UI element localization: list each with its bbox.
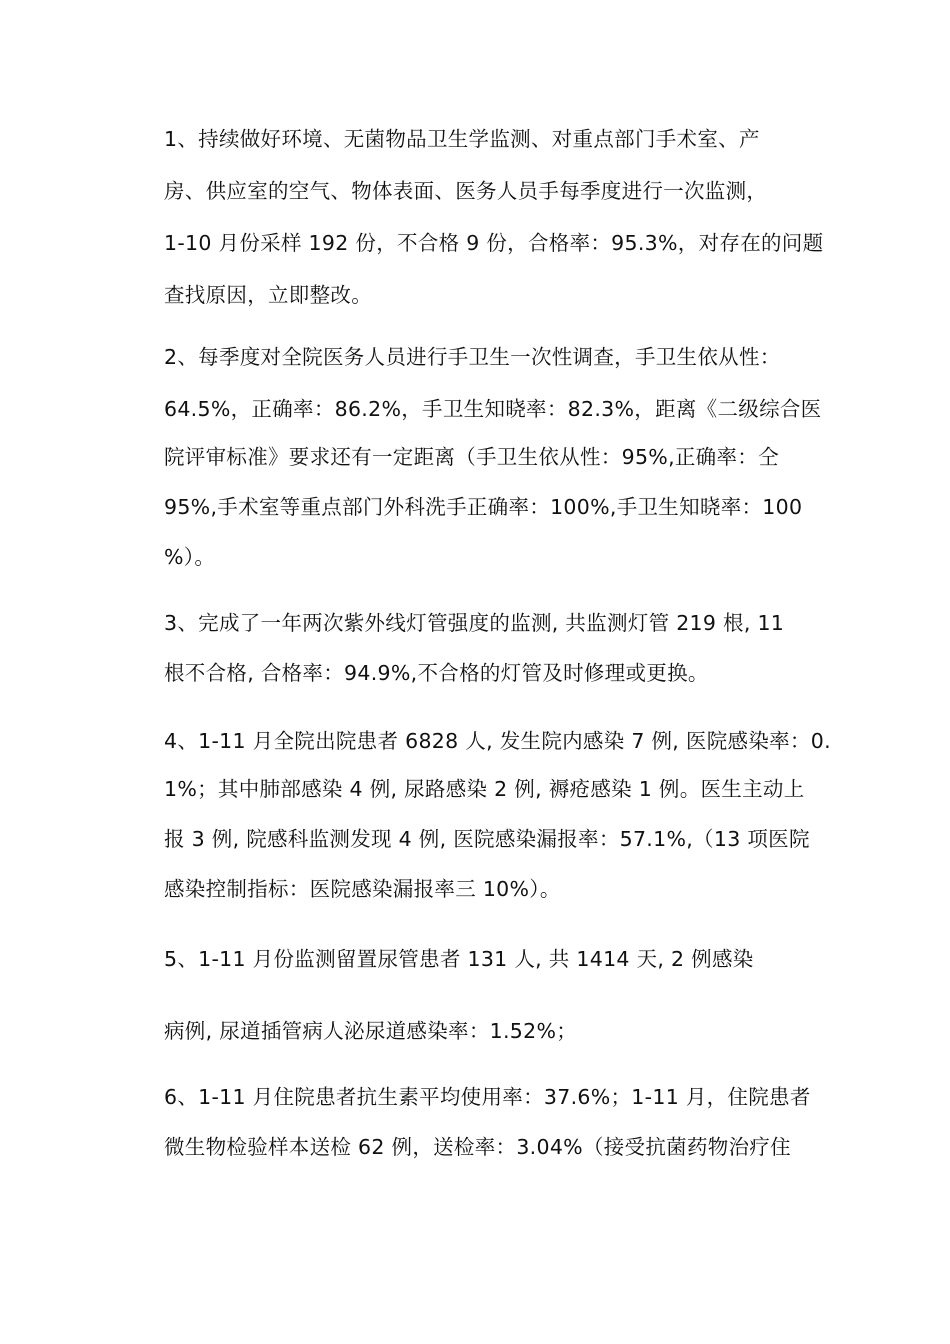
paragraph-2-line-5: %）。 [164, 545, 216, 569]
paragraph-4-line-4: 感染控制指标：医院感染漏报率三 10%）。 [164, 877, 561, 901]
paragraph-6-line-1: 病例, 尿道插管病人泌尿道感染率：1.52%； [164, 1019, 578, 1043]
paragraph-3-line-2: 根不合格, 合格率：94.9%,不合格的灯管及时修理或更换。 [164, 661, 709, 685]
paragraph-2-line-4: 95%,手术室等重点部门外科洗手正确率：100%,手卫生知晓率：100 [164, 495, 803, 519]
paragraph-3-line-1: 3、完成了一年两次紫外线灯管强度的监测, 共监测灯管 219 根, 11 [164, 611, 785, 635]
paragraph-7-line-1: 6、1-11 月住院患者抗生素平均使用率：37.6%；1-11 月，住院患者 [164, 1085, 811, 1109]
paragraph-2-line-2: 64.5%，正确率：86.2%，手卫生知晓率：82.3%，距离《二级综合医 [164, 397, 822, 421]
paragraph-1-line-3: 1-10 月份采样 192 份，不合格 9 份，合格率：95.3%，对存在的问题 [164, 231, 824, 255]
paragraph-4-line-2: 1%；其中肺部感染 4 例, 尿路感染 2 例, 褥疮感染 1 例。医生主动上 [164, 777, 805, 801]
paragraph-7-line-2: 微生物检验样本送检 62 例，送检率：3.04%（接受抗菌药物治疗住 [164, 1135, 791, 1159]
paragraph-5-line-1: 5、1-11 月份监测留置尿管患者 131 人, 共 1414 天, 2 例感染 [164, 947, 754, 971]
paragraph-1-line-4: 查找原因，立即整改。 [164, 283, 372, 307]
paragraph-2-line-1: 2、每季度对全院医务人员进行手卫生一次性调查，手卫生依从性： [164, 345, 781, 369]
paragraph-1-line-2: 房、供应室的空气、物体表面、医务人员手每季度进行一次监测， [164, 179, 768, 203]
paragraph-1-line-1: 1、持续做好环境、无菌物品卫生学监测、对重点部门手术室、产 [164, 127, 760, 151]
paragraph-4-line-3: 报 3 例, 院感科监测发现 4 例, 医院感染漏报率：57.1%,（13 项医院 [164, 827, 810, 851]
paragraph-4-line-1: 4、1-11 月全院出院患者 6828 人, 发生院内感染 7 例, 医院感染率：0. [164, 729, 831, 753]
paragraph-2-line-3: 院评审标准》要求还有一定距离（手卫生依从性：95%,正确率：仝 [164, 445, 779, 469]
